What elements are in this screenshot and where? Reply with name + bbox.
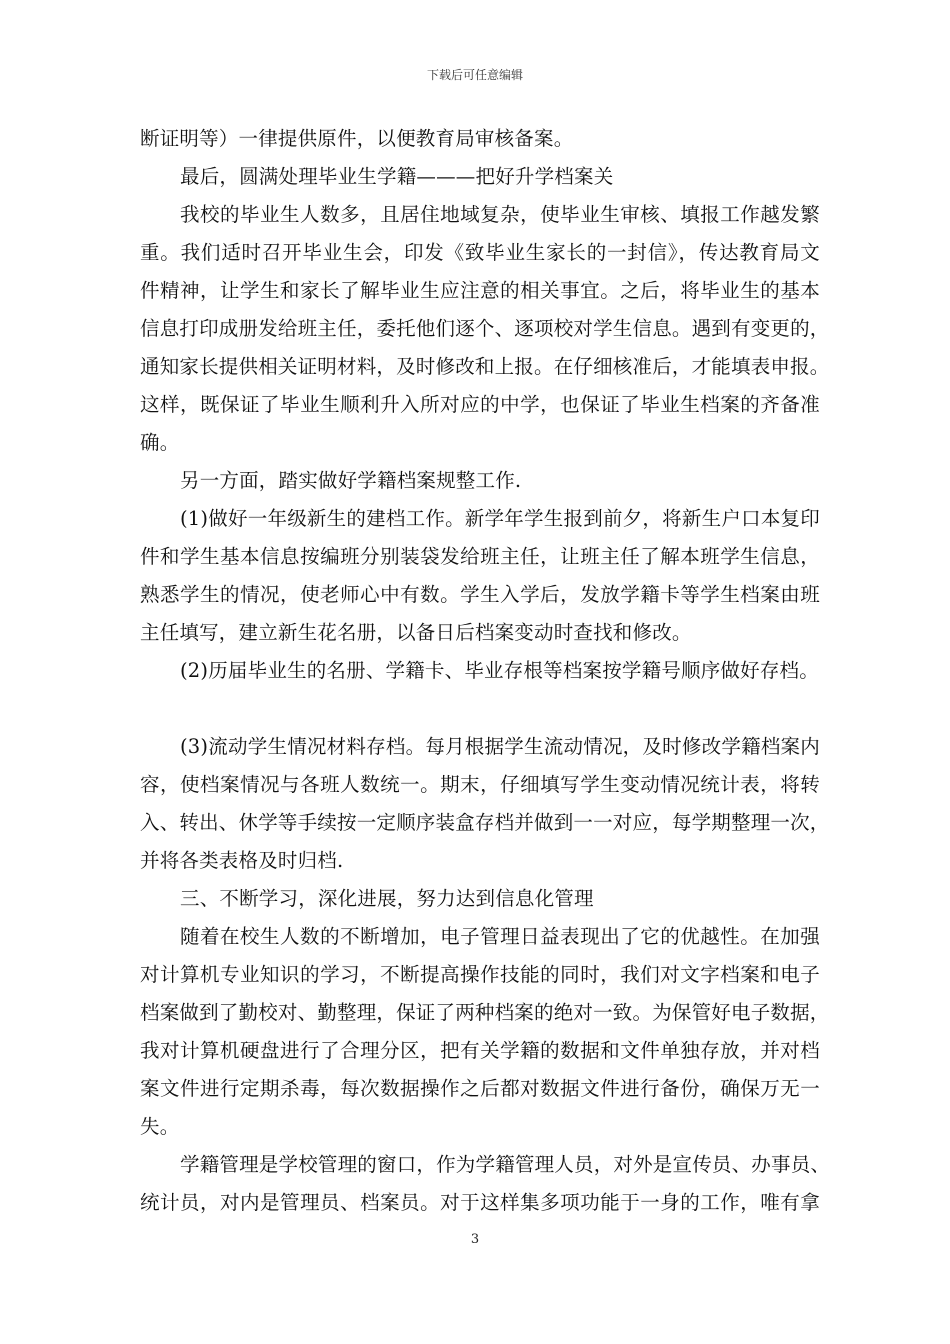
paragraph-line: 统计员，对内是管理员、档案员。对于这样集多项功能于一身的工作，唯有拿 <box>140 1191 820 1214</box>
page-header: 下载后可任意编辑 <box>426 68 523 82</box>
paragraph-line: 并将各类表格及时归档. <box>140 849 344 872</box>
paragraph-line: 案文件进行定期杀毒，每次数据操作之后都对数据文件进行备份，确保万无一 <box>140 1077 820 1100</box>
paragraph-line: 随着在校生人数的不断增加，电子管理日益表现出了它的优越性。在加强 <box>180 925 820 948</box>
document-body <box>140 120 831 1222</box>
paragraph-line: 我校的毕业生人数多，且居住地域复杂，使毕业生审核、填报工作越发繁 <box>180 203 820 226</box>
paragraph-line: 我对计算机硬盘进行了合理分区，把有关学籍的数据和文件单独存放，并对档 <box>140 1039 820 1062</box>
paragraph-line: (1)做好一年级新生的建档工作。新学年学生报到前夕，将新生户口本复印 <box>180 507 820 530</box>
paragraph-line: 通知家长提供相关证明材料，及时修改和上报。在仔细核准后，才能填表申报。 <box>140 355 830 378</box>
paragraph-line: (2)历届毕业生的名册、学籍卡、毕业存根等档案按学籍号顺序做好存档。 <box>180 659 819 682</box>
paragraph-line: 重。我们适时召开毕业生会，印发《致毕业生家长的一封信》，传达教育局文 <box>140 241 820 264</box>
paragraph-line: 主任填写，建立新生花名册，以备日后档案变动时查找和修改。 <box>140 621 692 644</box>
paragraph-line: 档案做到了勤校对、勤整理，保证了两种档案的绝对一致。为保管好电子数据， <box>140 1001 830 1024</box>
paragraph-line: 容，使档案情况与各班人数统一。期末，仔细填写学生变动情况统计表，将转 <box>140 773 820 796</box>
paragraph-line: 失。 <box>140 1115 180 1138</box>
paragraph-line: 另一方面，踏实做好学籍档案规整工作. <box>180 469 522 492</box>
paragraph-line: 最后，圆满处理毕业生学籍———把好升学档案关 <box>180 165 614 188</box>
paragraph-line: 熟悉学生的情况，使老师心中有数。学生入学后，发放学籍卡等学生档案由班 <box>140 583 820 606</box>
section-heading: 三、不断学习，深化进展，努力达到信息化管理 <box>180 887 594 910</box>
paragraph-line: 断证明等）一律提供原件，以便教育局审核备案。 <box>140 127 574 150</box>
paragraph-line: 学籍管理是学校管理的窗口，作为学籍管理人员，对外是宣传员、办事员、 <box>180 1153 831 1176</box>
paragraph-line: 这样，既保证了毕业生顺利升入所对应的中学，也保证了毕业生档案的齐备准 <box>140 393 820 416</box>
blank-line <box>140 690 820 728</box>
paragraph-line: 确。 <box>140 431 180 454</box>
paragraph-line: 对计算机专业知识的学习，不断提高操作技能的同时，我们对文字档案和电子 <box>140 963 820 986</box>
paragraph-line: 件和学生基本信息按编班分别装袋发给班主任，让班主任了解本班学生信息， <box>140 545 820 568</box>
paragraph-line: 入、转出、休学等手续按一定顺序装盒存档并做到一一对应，每学期整理一次， <box>140 811 830 834</box>
page-number: 3 <box>470 1232 480 1247</box>
paragraph-line: 信息打印成册发给班主任，委托他们逐个、逐项校对学生信息。遇到有变更的， <box>140 317 830 340</box>
paragraph-line: 件精神，让学生和家长了解毕业生应注意的相关事宜。之后，将毕业生的基本 <box>140 279 820 302</box>
paragraph-line: (3)流动学生情况材料存档。每月根据学生流动情况，及时修改学籍档案内 <box>180 735 820 758</box>
